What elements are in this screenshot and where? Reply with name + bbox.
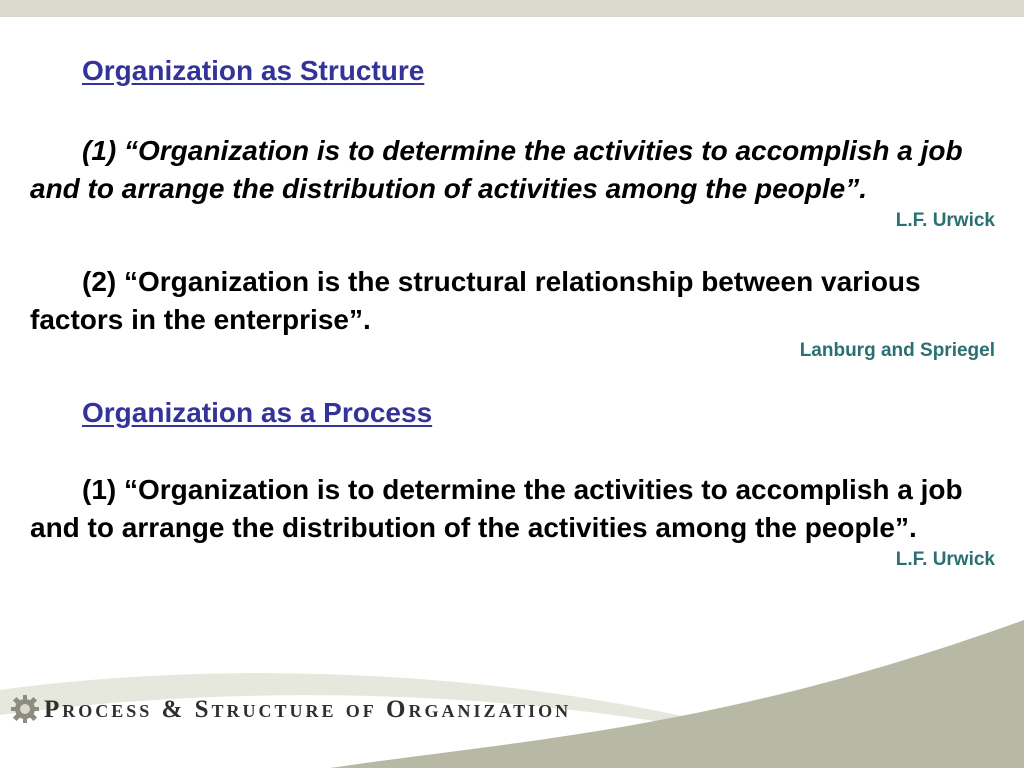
slide-content	[30, 52, 995, 572]
quote-process-1: (1) “Organization is to determine the activities to accomplish a job and to arrange the distribution of the activities among the people”.	[30, 474, 963, 543]
quote-structure-1: (1) “Organization is to determine the activities to accomplish a job and to arrange the distribution of activities among the people”.	[30, 135, 963, 204]
heading-structure: Organization as Structure	[82, 55, 425, 86]
author-structure-1: L.F. Urwick	[895, 210, 995, 231]
quote-structure-2: (2) “Organization is the structural relationship between various factors in the enterprise”.	[30, 266, 921, 335]
bottom-wave	[0, 620, 1024, 768]
author-process-1: L.F. Urwick	[895, 549, 995, 570]
gear-icon	[10, 694, 40, 724]
top-bar	[0, 0, 1024, 17]
heading-process: Organization as a Process	[82, 397, 433, 428]
author-structure-2: Lanburg and Spriegel	[799, 340, 995, 361]
footer-title: Process & Structure of Organization	[44, 696, 572, 723]
